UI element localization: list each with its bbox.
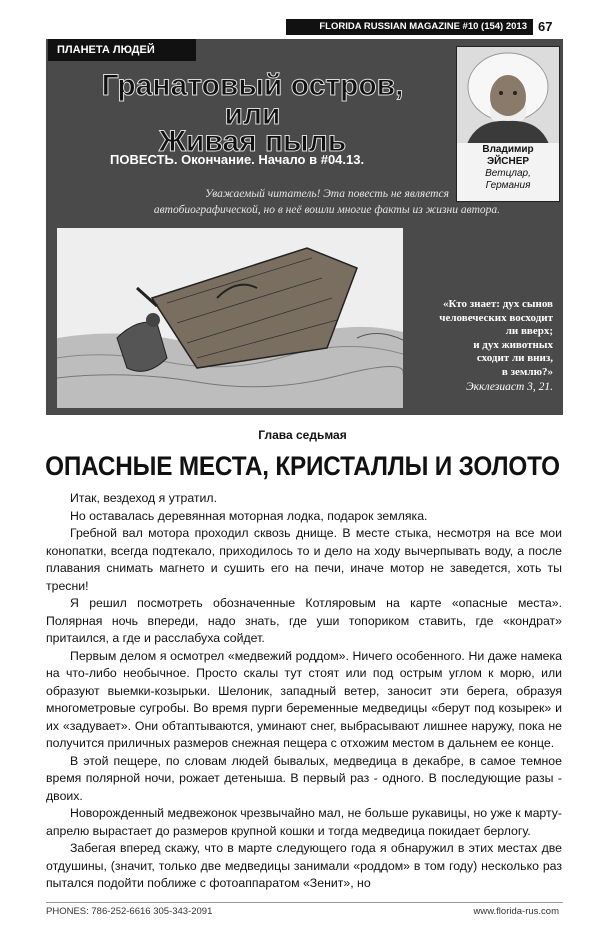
author-country: Германия	[485, 180, 531, 191]
epigraph-source: Экклезиаст 3, 21.	[466, 381, 553, 393]
paragraph: В этой пещере, по словам людей бывалых, медведица в декабре, в самое темное время полярной ночи, рожает детеныша. В первый раз - одного. В последующие разы - двоих.	[46, 753, 562, 803]
chapter-headline: ОПАСНЫЕ МЕСТА, КРИСТАЛЛЫ И ЗОЛОТО	[45, 451, 560, 481]
author-portrait	[456, 46, 560, 145]
epigraph-line: человеческих восходит	[439, 311, 553, 324]
paragraph: Я решил посмотреть обозначенные Котляровым на карте «опасные места». Полярная ночь впереди, надо знать, где уши топориком ставить, где «кондрат» притаился, а где и расслабуха сойдет.	[46, 596, 562, 645]
page-header	[286, 19, 605, 35]
author-first-name: Владимир	[482, 144, 534, 155]
paragraph: Итак, вездеход я утратил.	[70, 491, 217, 505]
rubric-label: ПЛАНЕТА ЛЮДЕЙ	[48, 39, 196, 61]
boat-illustration	[57, 228, 403, 408]
magazine-title: FLORIDA RUSSIAN MAGAZINE #10 (154) 2013	[286, 19, 533, 35]
paragraph: Забегая вперед скажу, что в марте следующего года я обнаружил в этих местах две отдушины, (значит, только две медведицы занимали «роддом» в том году) несколько раз пытался подойти поближе с фотоаппаратом «Зенит», но	[46, 841, 562, 890]
intro-note	[112, 186, 542, 218]
epigraph-line: «Кто знает: дух сынов	[443, 298, 553, 310]
paragraph: Гребной вал мотора проходил сквозь днище. В месте стыка, несмотря на все мои конопатки, всегда подтекало, приходилось то и дело на ходу вычерпывать воду, а после плавания снимать магнето и сушить его на печи, иначе мотор не заведется, хоть ты тресни!	[46, 526, 562, 593]
epigraph-line: ли вверх;	[505, 325, 553, 337]
author-last-name: ЭЙСНЕР	[486, 156, 530, 167]
epigraph-line: и дух животных	[473, 338, 553, 351]
footer-divider	[46, 902, 563, 903]
intro-line-1: Уважаемый читатель! Эта повесть не является	[205, 188, 449, 200]
author-city: Ветцлар,	[485, 168, 531, 179]
epigraph	[405, 298, 553, 395]
title-line-2: или	[224, 98, 281, 131]
epigraph-line: в землю?»	[501, 365, 553, 378]
intro-line-2: автобиографической, но в неё вошли многие факты из жизни автора.	[153, 204, 501, 216]
title-line-3: Живая пыль	[158, 125, 347, 158]
footer-phones: PHONES: 786-252-6616 305-343-2091	[46, 906, 213, 917]
epigraph-line: сходит ли вниз,	[476, 352, 553, 364]
chapter-label: Глава седьмая	[258, 428, 347, 442]
subtitle: ПОВЕСТЬ. Окончание. Начало в #04.13.	[110, 152, 365, 167]
title-line-1: Гранатовый остров,	[101, 69, 404, 102]
paragraph: Новорожденный медвежонок чрезвычайно мал, не больше рукавицы, но уже к марту-апрелю вырастает до размеров крупной кошки и тогда медведица покидает берлогу.	[46, 806, 562, 838]
footer-website[interactable]: www.florida-rus.com	[473, 906, 559, 917]
article-body	[46, 490, 562, 893]
page-number: 67	[538, 19, 553, 34]
paragraph: Первым делом я осмотрел «медвежий роддом». Ничего особенного. Ни даже намека на что-либо необычное. Просто скалы тут стоят или под острым углом к морю, или образуют выемки-козырьки. Шелоник, западный ветер, заносит эти берега, образуя многометровые сугробы. Во время пурги беременные медведицы «берут под козырек» и их «задувает». Они обтаптываются, уминают снег, выбрасывают лишнее наружу, пока не получится приличных размеров снежная пещера с отхожим местом в дальнем ее конце.	[46, 648, 562, 750]
paragraph: Но оставалась деревянная моторная лодка, подарок земляка.	[70, 508, 428, 523]
